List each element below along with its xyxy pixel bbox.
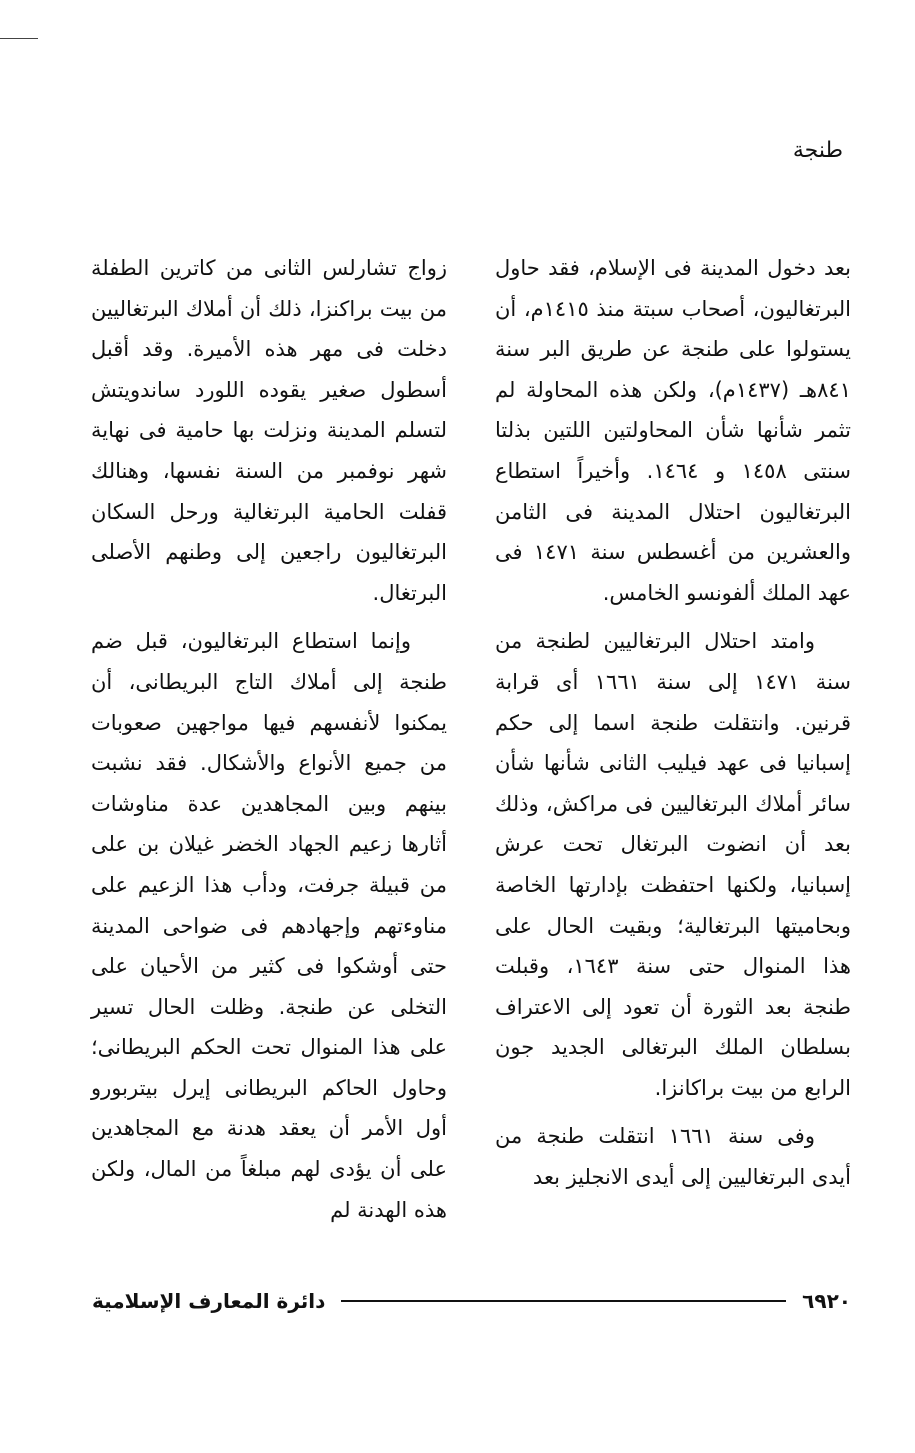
left-text-column bbox=[91, 248, 447, 1230]
page-footer bbox=[92, 1286, 851, 1316]
publication-title: دائرة المعارف الإسلامية bbox=[92, 1289, 326, 1313]
top-margin-rule bbox=[0, 38, 38, 39]
paragraph: زواج تشارلس الثانى من كاترين الطفلة من بيت براكنزا، ذلك أن أملاك البرتغاليين دخلت فى مهر هذه الأميرة. وقد أقبل أسطول صغير يقوده اللورد ساندويتش لتسلم المدينة ونزلت بها حامية فى نهاية شهر نوفمبر من السنة نفسها، وهنالك قفلت الحامية البرتغالية ورحل السكان البرتغاليون راجعين إلى وطنهم الأصلى البرتغال. bbox=[91, 256, 447, 605]
footer-rule bbox=[341, 1300, 786, 1302]
paragraph: وفى سنة ١٦٦١ انتقلت طنجة من أيدى البرتغاليين إلى أيدى الانجليز بعد bbox=[495, 1124, 851, 1190]
paragraph: وامتد احتلال البرتغاليين لطنجة من سنة ١٤٧١ إلى سنة ١٦٦١ أى قرابة قرنين. وانتقلت طنجة اسما إلى حكم إسبانيا فى عهد فيليب الثانى شأنها شأن سائر أملاك البرتغاليين فى مراكش، وذلك بعد أن انضوت البرتغال تحت عرش إسبانيا، ولكنها احتفظت بإدارتها الخاصة وبحاميتها البرتغالية؛ وبقيت الحال على هذا المنوال حتى سنة ١٦٤٣، وقبلت طنجة بعد الثورة أن تعود إلى الاعتراف بسلطان الملك البرتغالى الجديد جون الرابع من بيت براكانزا. bbox=[495, 629, 851, 1100]
paragraph: وإنما استطاع البرتغاليون، قبل ضم طنجة إلى أملاك التاج البريطانى، أن يمكنوا لأنفسهم فيها مواجهين صعوبات من جميع الأنواع والأشكال. فقد نشبت بينهم وبين المجاهدين عدة مناوشات أثارها زعيم الجهاد الخضر غيلان بن على من قبيلة جرفت، ودأب هذا الزعيم على مناوءتهم وإجهادهم فى ضواحى المدينة حتى أوشكوا فى كثير من الأحيان على التخلى عن طنجة. وظلت الحال تسير على هذا المنوال تحت الحكم البريطانى؛ وحاول الحاكم البريطانى إيرل بيتربورو أول الأمر أن يعقد هدنة مع المجاهدين على أن يؤدى لهم مبلغاً من المال، ولكن هذه الهدنة لم bbox=[91, 629, 447, 1222]
running-title: طنجة bbox=[792, 138, 843, 163]
page-number: ٦٩٢٠ bbox=[802, 1289, 851, 1313]
paragraph: بعد دخول المدينة فى الإسلام، فقد حاول البرتغاليون، أصحاب سبتة منذ ١٤١٥م، أن يستولوا على طنجة عن طريق البر سنة ٨٤١هـ (١٤٣٧م)، ولكن هذه المحاولة لم تثمر شأنها شأن المحاولتين اللتين بذلتا سنتى ١٤٥٨ و ١٤٦٤. وأخيراً استطاع البرتغاليون احتلال المدينة فى الثامن والعشرين من أغسطس سنة ١٤٧١ فى عهد الملك ألفونسو الخامس. bbox=[495, 256, 852, 605]
right-text-column bbox=[495, 248, 851, 1198]
